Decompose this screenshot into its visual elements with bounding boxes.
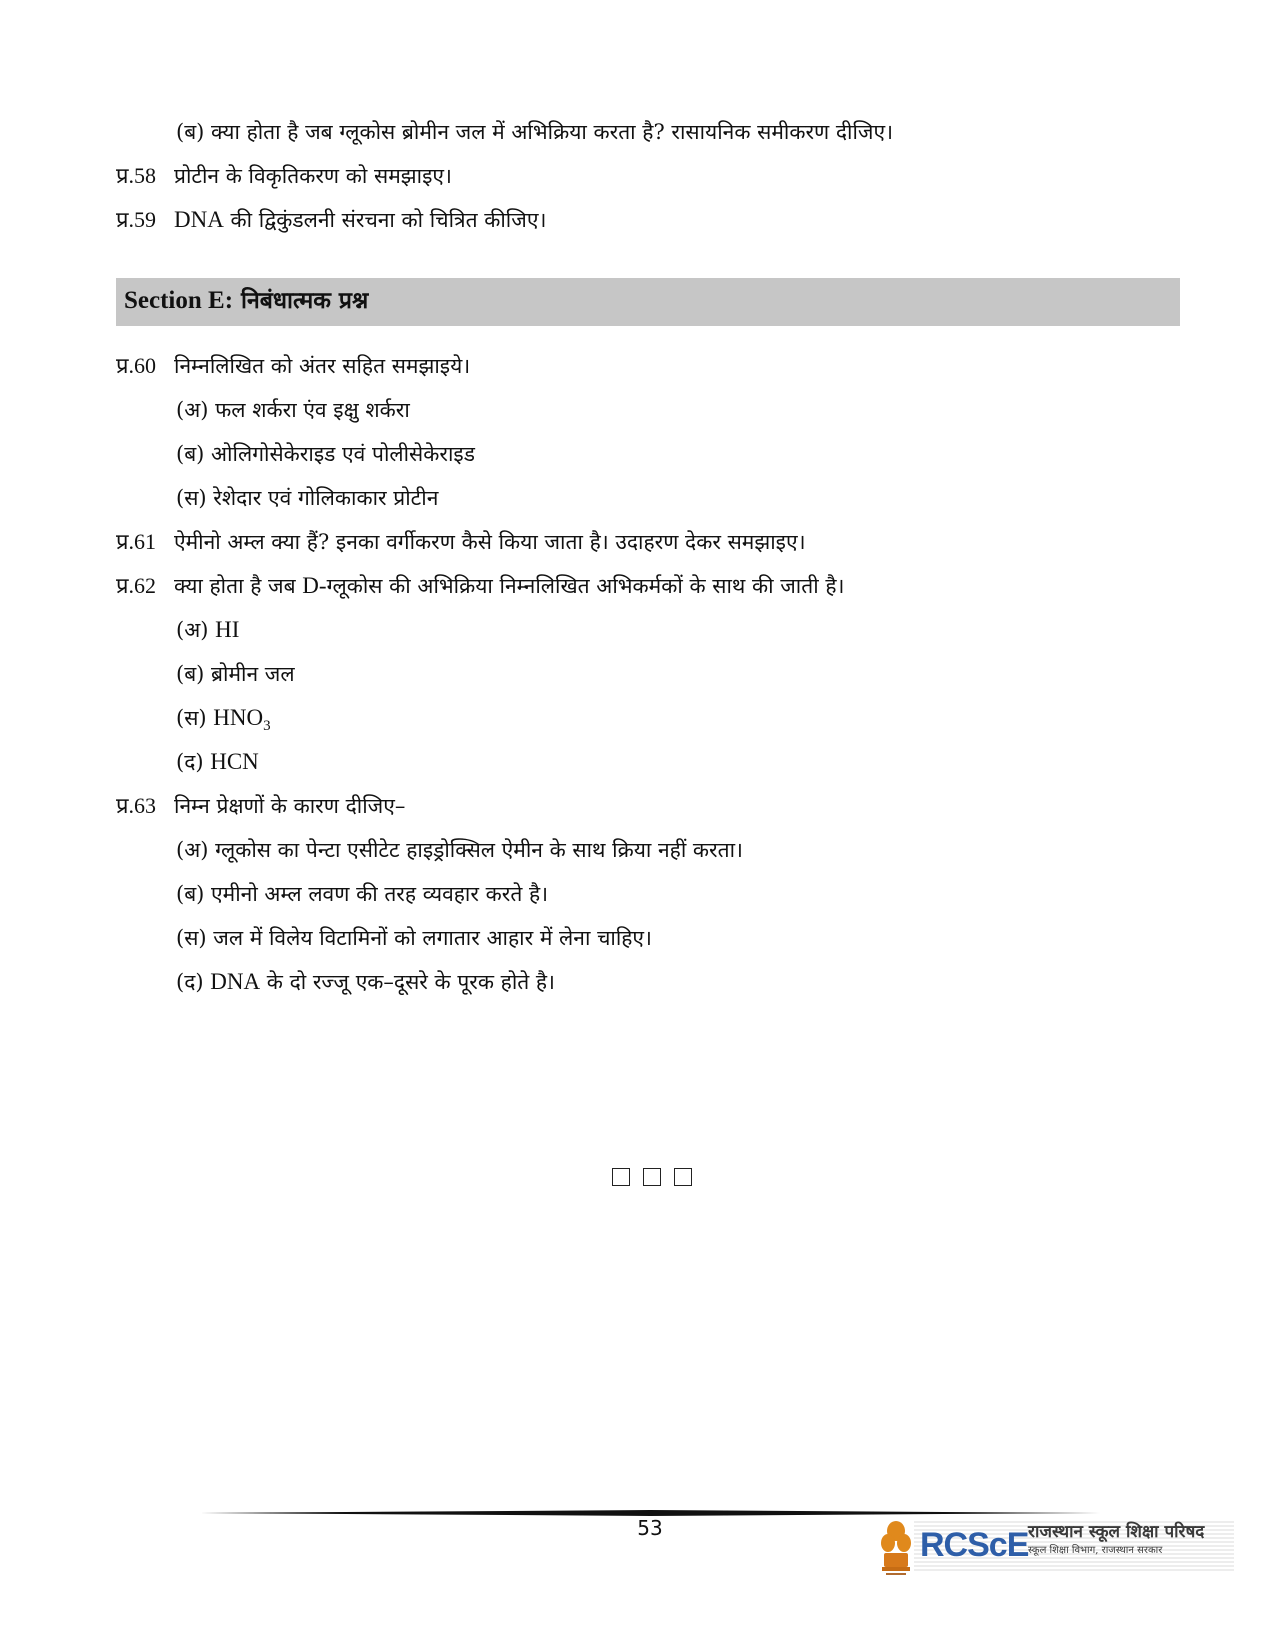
question-number: प्र.60 — [116, 353, 157, 378]
dna-term: DNA — [174, 207, 224, 232]
q60-part-c — [176, 484, 438, 512]
q60-part-a — [176, 396, 410, 424]
subpart-label: (अ) — [176, 618, 209, 642]
question-text: निम्नलिखित को अंतर सहित समझाइये। — [174, 354, 471, 378]
question-62 — [116, 572, 844, 600]
question-number: प्र.59 — [116, 207, 157, 232]
question-text-post: ग्लूकोस की अभिक्रिया निम्नलिखित अभिकर्मकों के साथ की जाती है। — [326, 574, 845, 598]
question-number: प्र.62 — [116, 573, 157, 598]
question-number: प्र.58 — [116, 163, 157, 188]
question-text: प्रोटीन के विकृतिकरण को समझाइए। — [174, 164, 452, 188]
q63-part-a — [176, 836, 743, 864]
q63-part-b — [176, 880, 548, 908]
dna-term: DNA — [210, 969, 261, 994]
q62-part-c — [176, 704, 271, 740]
subpart-text: (ब) एमीनो अम्ल लवण की तरह व्यवहार करते है। — [176, 882, 549, 906]
end-of-section-marks — [612, 1168, 712, 1190]
logo-subtitle: स्कूल शिक्षा विभाग, राजस्थान सरकार — [1028, 1545, 1163, 1556]
subpart-text: (स) जल में विलेय विटामिनों को लगातार आहार में लेना चाहिए। — [176, 926, 653, 950]
subpart-text: (ब) ब्रोमीन जल — [176, 662, 295, 686]
section-name: निबंधात्मक प्रश्न — [241, 287, 369, 314]
subpart-label: (स) — [176, 706, 207, 730]
q57-part-b-text: (ब) क्या होता है जब ग्लूकोस ब्रोमीन जल में अभिक्रिया करता है? रासायनिक समीकरण दीजिए। — [176, 120, 894, 144]
page-number: 53 — [637, 1516, 663, 1540]
question-text: की द्विकुंडलनी संरचना को चित्रित कीजिए। — [230, 208, 547, 232]
q62-part-d — [176, 748, 259, 776]
question-60 — [116, 352, 470, 380]
q63-part-d — [176, 968, 555, 996]
question-63 — [116, 792, 405, 820]
subpart-text: (अ) ग्लूकोस का पेन्टा एसीटेट हाइड्रोक्सिल ऐमीन के साथ क्रिया नहीं करता। — [176, 838, 744, 862]
formula-hcn: HCN — [210, 749, 259, 774]
question-59 — [116, 206, 546, 234]
question-58 — [116, 162, 452, 190]
question-text: निम्न प्रेक्षणों के कारण दीजिए– — [174, 794, 406, 818]
section-e-header — [116, 278, 1180, 326]
q62-part-b — [176, 660, 295, 688]
section-label: Section E: — [124, 287, 234, 314]
subpart-text: के दो रज्जू एक–दूसरे के पूरक होते है। — [266, 970, 556, 994]
question-61 — [116, 528, 806, 556]
question-text-pre: क्या होता है जब — [174, 574, 296, 598]
d-prefix: D- — [302, 573, 327, 598]
subpart-label: (द) — [176, 750, 204, 774]
end-box-icon — [674, 1168, 692, 1186]
q60-part-b — [176, 440, 475, 468]
q62-part-a — [176, 616, 239, 644]
formula-hi: HI — [215, 617, 240, 642]
q57-part-b — [176, 118, 893, 146]
end-box-icon — [612, 1168, 630, 1186]
rcsce-logo — [878, 1517, 1234, 1581]
subpart-text: (स) रेशेदार एवं गोलिकाकार प्रोटीन — [176, 486, 439, 510]
formula-subscript: 3 — [263, 718, 271, 735]
q63-part-c — [176, 924, 652, 952]
question-text: ऐमीनो अम्ल क्या हैं? इनका वर्गीकरण कैसे किया जाता है। उदाहरण देकर समझाइए। — [174, 530, 806, 554]
subpart-text: (ब) ओलिगोसेकेराइड एवं पोलीसेकेराइड — [176, 442, 475, 466]
subpart-text: (अ) फल शर्करा एंव इक्षु शर्करा — [176, 398, 410, 422]
logo-wordmark: RCScE — [920, 1526, 1029, 1564]
subpart-label: (द) — [176, 970, 204, 994]
question-number: प्र.63 — [116, 793, 157, 818]
section-title — [124, 286, 368, 316]
state-emblem-icon — [878, 1517, 914, 1581]
question-number: प्र.61 — [116, 529, 157, 554]
formula-hno3: HNO — [213, 705, 264, 730]
logo-hindi-title: राजस्थान स्कूल शिक्षा परिषद — [1028, 1522, 1205, 1542]
end-box-icon — [643, 1168, 661, 1186]
